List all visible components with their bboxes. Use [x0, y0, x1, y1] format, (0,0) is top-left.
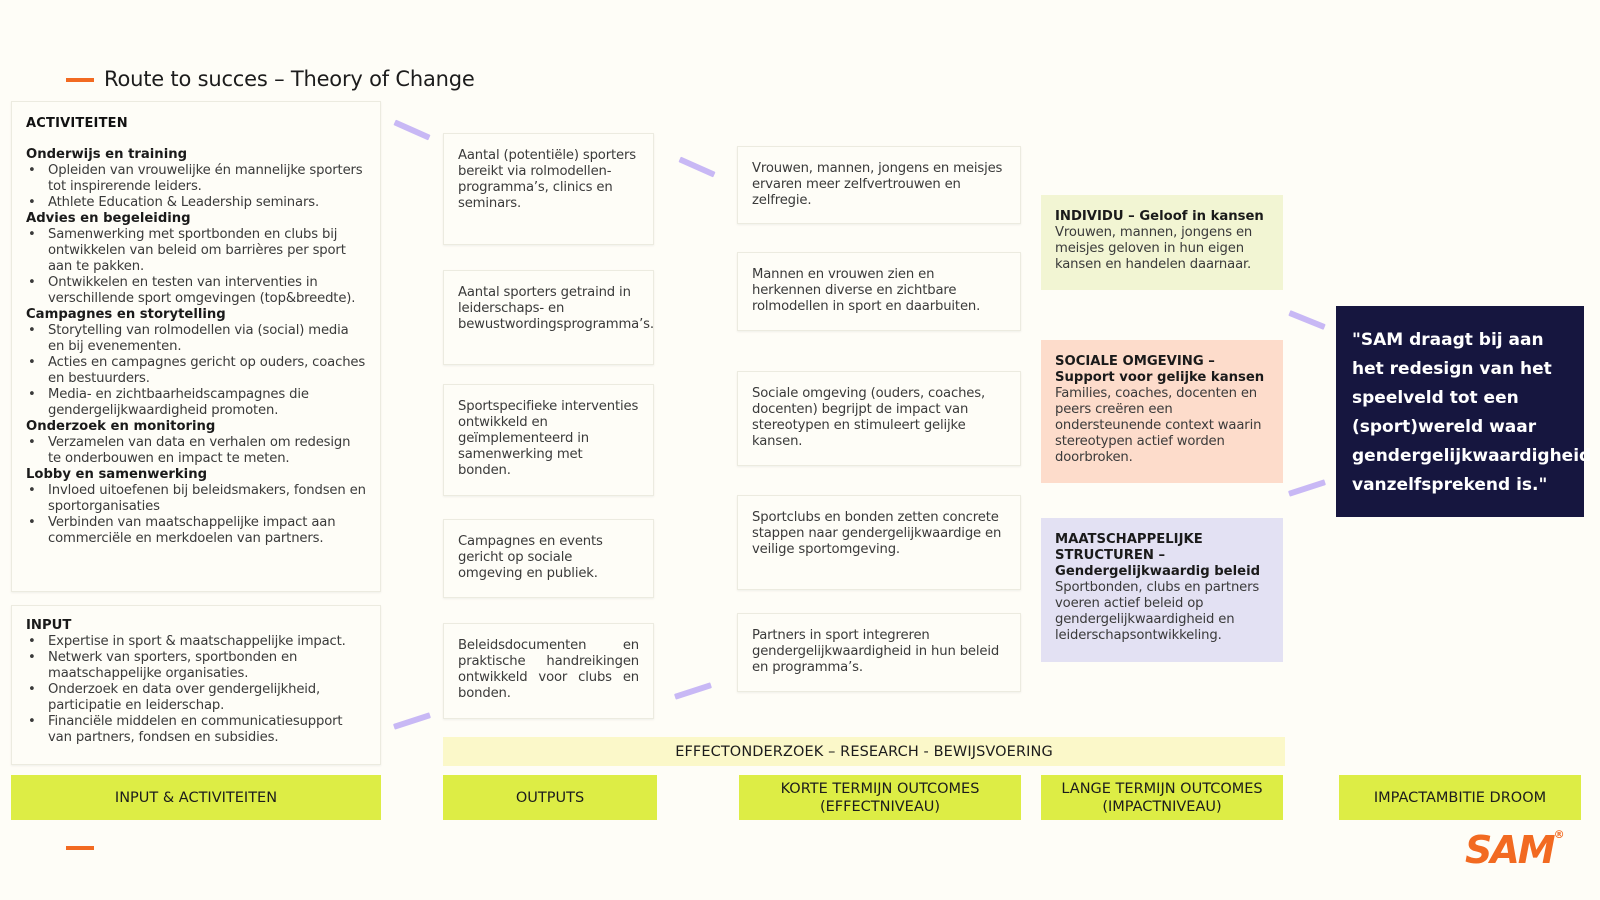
- connector-accent: [1288, 479, 1326, 496]
- section-heading: Onderzoek en monitoring: [26, 419, 216, 434]
- output-card: Aantal (potentiële) sporters bereikt via rolmodellen-programma’s, clinics en seminars.: [443, 133, 654, 245]
- list-item: • Ontwikkelen en testen van interventies in verschillende sport omgevingen (top&breedte).: [26, 275, 366, 307]
- header-accent-dash: [66, 78, 94, 82]
- long-outcome-card-maatschappelijke-structuren: [1041, 518, 1283, 662]
- list-item: • Netwerk van sporters, sportbonden en maatschappelijke organisaties.: [26, 650, 366, 682]
- research-band: EFFECTONDERZOEK – RESEARCH - BEWIJSVOERING: [443, 737, 1285, 766]
- input-box: [11, 605, 381, 765]
- connector-accent: [1288, 310, 1325, 330]
- short-outcome-card: Sociale omgeving (ouders, coaches, docenten) begrijpt de impact van stereotypen en stimuleert gelijke kansen.: [737, 371, 1021, 466]
- input-title: INPUT: [26, 618, 72, 633]
- long-outcome-title: INDIVIDU – Geloof in kansen: [1055, 209, 1264, 224]
- activities-section-0: [26, 147, 366, 211]
- footer-input-activiteiten: INPUT & ACTIVITEITEN: [11, 775, 381, 820]
- list-item: • Media- en zichtbaarheidscampagnes die gendergelijkwaardigheid promoten.: [26, 387, 366, 419]
- list-item: • Opleiden van vrouwelijke én mannelijke sporters tot inspirerende leiders.: [26, 163, 366, 195]
- short-outcome-card: Vrouwen, mannen, jongens en meisjes ervaren meer zelfvertrouwen en zelfregie.: [737, 146, 1021, 224]
- activities-title: ACTIVITEITEN: [26, 116, 128, 131]
- registered-mark: ®: [1553, 828, 1563, 841]
- short-outcome-card: Mannen en vrouwen zien en herkennen diverse en zichtbare rolmodellen in sport en daarbuiten.: [737, 252, 1021, 331]
- footer-impactambitie: IMPACTAMBITIE DROOM: [1339, 775, 1581, 820]
- impact-dream-card: "SAM draagt bij aan het redesign van het speelveld tot een (sport)wereld waar gendergelijkwaardigheid vanzelfsprekend is.": [1336, 306, 1584, 517]
- list-item: • Samenwerking met sportbonden en clubs bij ontwikkelen van beleid om barrières per sport aan te pakken.: [26, 227, 366, 275]
- footer-lange-termijn: LANGE TERMIJN OUTCOMES (IMPACTNIVEAU): [1041, 775, 1283, 820]
- list-item: • Verbinden van maatschappelijke impact aan commerciële en merkdoelen van partners.: [26, 515, 366, 547]
- section-heading: Onderwijs en training: [26, 147, 188, 162]
- connector-accent: [678, 157, 715, 178]
- long-outcome-card-individu: [1041, 195, 1283, 290]
- activities-section-3: [26, 419, 366, 467]
- footer-korte-termijn: KORTE TERMIJN OUTCOMES (EFFECTNIVEAU): [739, 775, 1021, 820]
- activities-section-1: [26, 211, 366, 307]
- connector-accent: [393, 712, 431, 729]
- list-item: • Athlete Education & Leadership seminars.: [26, 195, 366, 211]
- page-title: Route to succes – Theory of Change: [104, 67, 475, 91]
- long-outcome-text: Families, coaches, docenten en peers creëren een ondersteunende context waarin stereotypen actief worden doorbroken.: [1055, 386, 1262, 465]
- short-outcome-card: Sportclubs en bonden zetten concrete stappen naar gendergelijkwaardige en veilige sportomgeving.: [737, 495, 1021, 590]
- list-item: • Expertise in sport & maatschappelijke impact.: [26, 634, 366, 650]
- long-outcome-text: Sportbonden, clubs en partners voeren actief beleid op gendergelijkwaardigheid en leiderschapsontwikkeling.: [1055, 580, 1260, 643]
- list-item: • Storytelling van rolmodellen via (social) media en bij evenementen.: [26, 323, 366, 355]
- connector-accent: [393, 120, 430, 141]
- output-card: Beleidsdocumenten en praktische handreikingen ontwikkeld voor clubs en bonden.: [443, 623, 654, 719]
- output-card: Aantal sporters getraind in leiderschaps- en bewustwordingsprogramma’s.: [443, 270, 654, 365]
- long-outcome-card-sociale-omgeving: [1041, 340, 1283, 483]
- activities-section-2: [26, 307, 366, 419]
- list-item: • Acties en campagnes gericht op ouders, coaches en bestuurders.: [26, 355, 366, 387]
- section-heading: Campagnes en storytelling: [26, 307, 226, 322]
- output-card: Campagnes en events gericht op sociale omgeving en publiek.: [443, 519, 654, 598]
- connector-accent: [674, 682, 712, 699]
- list-item: • Invloed uitoefenen bij beleidsmakers, fondsen en sportorganisaties: [26, 483, 366, 515]
- sam-logo: [1465, 828, 1563, 872]
- list-item: • Onderzoek en data over gendergelijkheid, participatie en leiderschap.: [26, 682, 366, 714]
- output-card: Sportspecifieke interventies ontwikkeld en geïmplementeerd in samenwerking met bonden.: [443, 384, 654, 496]
- activities-section-4: [26, 467, 366, 547]
- footer-outputs: OUTPUTS: [443, 775, 657, 820]
- long-outcome-title: MAATSCHAPPELIJKE STRUCTUREN – Gendergelijkwaardig beleid: [1055, 532, 1261, 579]
- activities-box: [11, 101, 381, 592]
- logo-text: SAM: [1465, 828, 1554, 872]
- list-item: • Financiële middelen en communicatiesupport van partners, fondsen en subsidies.: [26, 714, 366, 746]
- long-outcome-title: SOCIALE OMGEVING – Support voor gelijke kansen: [1055, 354, 1265, 385]
- list-item: • Verzamelen van data en verhalen om redesign te onderbouwen en impact te meten.: [26, 435, 366, 467]
- long-outcome-text: Vrouwen, mannen, jongens en meisjes geloven in hun eigen kansen en handelen daarnaar.: [1055, 225, 1253, 272]
- short-outcome-card: Partners in sport integreren gendergelijkwaardigheid in hun beleid en programma’s.: [737, 613, 1021, 692]
- section-heading: Lobby en samenwerking: [26, 467, 208, 482]
- section-heading: Advies en begeleiding: [26, 211, 191, 226]
- footer-accent-dash: [66, 846, 94, 850]
